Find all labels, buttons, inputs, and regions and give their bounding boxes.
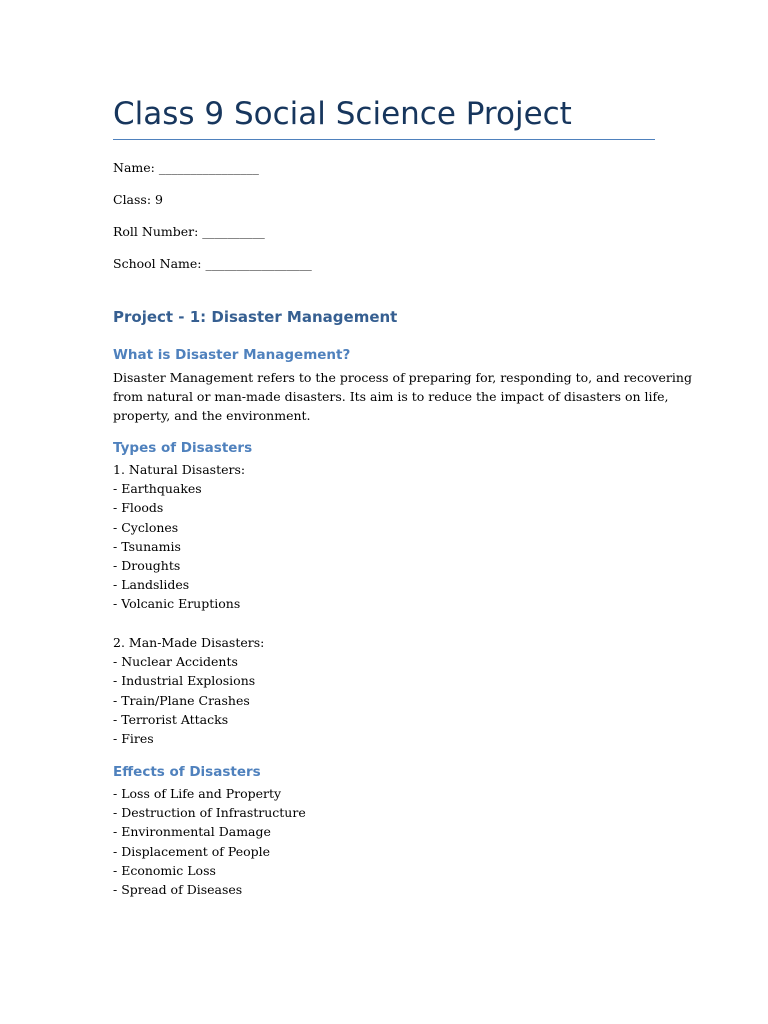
school-name-field: School Name: _________________ <box>113 256 312 271</box>
list-item: - Landslides <box>113 577 190 593</box>
what-is-paragraph <box>113 368 692 426</box>
man-made-disasters-list <box>113 633 264 748</box>
paragraph-line: Disaster Management refers to the process of preparing for, responding to, and recovering <box>113 370 692 385</box>
list-item: - Floods <box>113 500 164 516</box>
list-item: - Cyclones <box>113 519 179 535</box>
list-item: - Economic Loss <box>113 862 216 878</box>
paragraph-line: property, and the environment. <box>113 408 311 424</box>
list-item: - Environmental Damage <box>113 824 271 840</box>
title-underline-rule <box>113 139 655 140</box>
natural-disasters-list <box>113 460 245 614</box>
list-item: - Industrial Explosions <box>113 673 256 689</box>
list-item: - Fires <box>113 731 154 747</box>
list-item: - Earthquakes <box>113 481 202 497</box>
list-item: - Volcanic Eruptions <box>113 596 241 612</box>
list-item: - Tsunamis <box>113 538 181 554</box>
list-item: - Spread of Diseases <box>113 882 243 898</box>
name-field: Name: ________________ <box>113 160 259 175</box>
what-is-heading: What is Disaster Management? <box>113 347 351 363</box>
document-title: Class 9 Social Science Project <box>113 96 572 132</box>
man-made-disasters-title: 2. Man-Made Disasters: <box>113 635 265 650</box>
list-item: - Displacement of People <box>113 843 271 859</box>
list-item: - Droughts <box>113 558 181 574</box>
roll-number-field: Roll Number: __________ <box>113 224 265 239</box>
class-field: Class: 9 <box>113 192 163 207</box>
list-item: - Destruction of Infrastructure <box>113 805 306 821</box>
list-item: - Nuclear Accidents <box>113 654 238 670</box>
project-heading: Project - 1: Disaster Management <box>113 308 398 326</box>
paragraph-line: from natural or man-made disasters. Its aim is to reduce the impact of disasters on life, <box>113 389 669 405</box>
effects-list <box>113 784 306 899</box>
effects-heading: Effects of Disasters <box>113 764 261 780</box>
natural-disasters-title: 1. Natural Disasters: <box>113 462 246 477</box>
list-item: - Loss of Life and Property <box>113 786 282 801</box>
types-heading: Types of Disasters <box>113 440 253 456</box>
list-item: - Train/Plane Crashes <box>113 692 250 708</box>
list-item: - Terrorist Attacks <box>113 711 229 727</box>
